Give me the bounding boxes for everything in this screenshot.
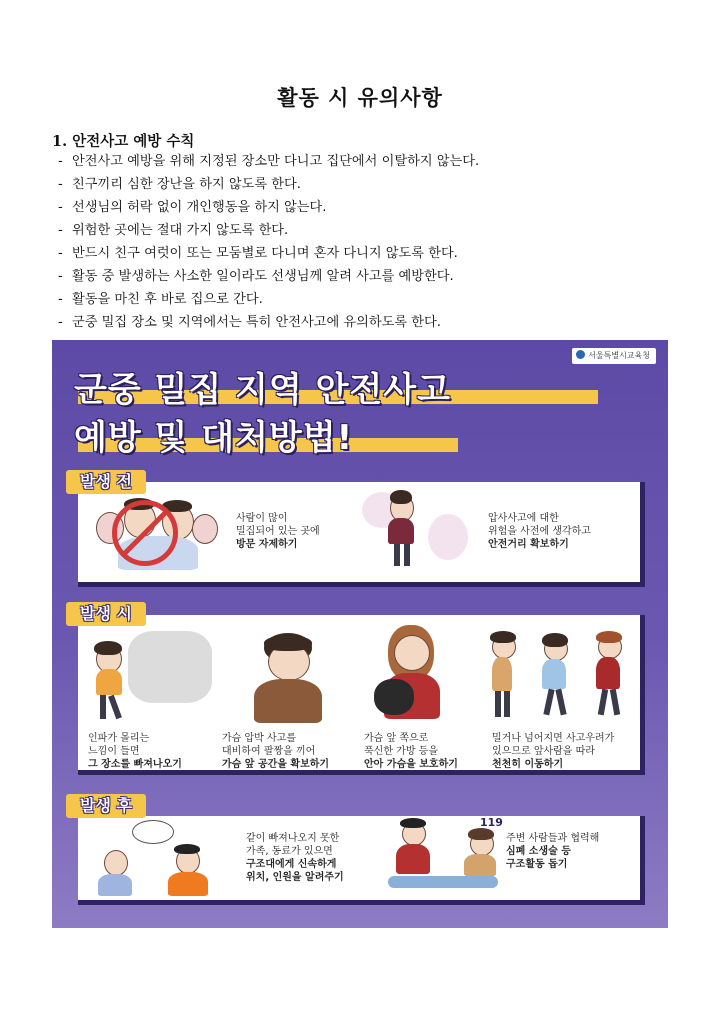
report-illustration <box>92 820 222 896</box>
bullet-dash: - <box>58 223 63 238</box>
tip-caption: 가슴 앞 쪽으로 푹신한 가방 등을 안아 가슴을 보호하기 <box>364 733 458 770</box>
list-item: - 군중 밀집 장소 및 지역에서는 특히 안전사고에 유의하도록 한다. <box>58 311 479 334</box>
bullet-dash: - <box>58 315 63 330</box>
rules-list <box>58 150 479 334</box>
tip-caption: 압사사고에 대한 위험을 사전에 생각하고 안전거리 확보하기 <box>488 513 591 550</box>
stage-panel-after <box>78 816 645 905</box>
walking-line-illustration <box>486 629 636 725</box>
tip-caption: 같이 빠져나오지 못한 가족, 동료가 있으면 구조대에게 신속하게 위치, 인원을 알려주기 <box>246 833 344 883</box>
stage-tab-before: 발생 전 <box>66 470 146 494</box>
crowd-illustration <box>88 494 218 572</box>
list-item: - 활동을 마친 후 바로 집으로 간다. <box>58 288 479 311</box>
document-title: 활동 시 유의사항 <box>277 86 443 110</box>
crossed-arms-illustration <box>238 633 338 725</box>
emergency-119-label: 119 <box>480 816 503 829</box>
bullet-dash: - <box>58 154 63 169</box>
list-item: - 선생님의 허락 없이 개인행동을 하지 않는다. <box>58 196 479 219</box>
tip-caption: 가슴 압박 사고를 대비하여 팔짱을 끼어 가슴 앞 공간을 확보하기 <box>222 733 330 770</box>
cpr-illustration <box>384 818 514 896</box>
list-item: - 반드시 친구 여럿이 또는 모둠별로 다니며 혼자 다니지 않도록 한다. <box>58 242 479 265</box>
stage-tab-after: 발생 후 <box>66 794 146 818</box>
no-entry-icon <box>112 500 178 566</box>
stage-tab-during: 발생 시 <box>66 602 146 626</box>
stage-panel-during <box>78 615 645 775</box>
bullet-dash: - <box>58 177 63 192</box>
bullet-dash: - <box>58 292 63 307</box>
list-item: - 친구끼리 심한 장난을 하지 않도록 한다. <box>58 173 479 196</box>
org-badge: 서울특별시교육청 <box>572 348 656 364</box>
stage-panel-before <box>78 482 645 587</box>
list-item: - 안전사고 예방을 위해 지정된 장소만 다니고 집단에서 이탈하지 않는다. <box>58 150 479 173</box>
bullet-dash: - <box>58 200 63 215</box>
list-item: - 활동 중 발생하는 사소한 일이라도 선생님께 알려 사고를 예방한다. <box>58 265 479 288</box>
bullet-dash: - <box>58 246 63 261</box>
section-heading: 1. 안전사고 예방 수칙 <box>52 133 195 150</box>
bag-hug-illustration <box>374 625 454 725</box>
tip-caption: 주변 사람들과 협력해 심폐 소생술 등 구조활동 돕기 <box>506 833 600 870</box>
distance-illustration <box>358 486 478 574</box>
escape-illustration <box>84 629 214 725</box>
bullet-dash: - <box>58 269 63 284</box>
tip-caption: 인파가 몰리는 느낌이 들면 그 장소를 빠져나오기 <box>88 733 182 770</box>
poster-headline: 예방 및 대처방법! <box>74 418 354 458</box>
org-logo-icon <box>576 350 585 359</box>
list-item: - 위험한 곳에는 절대 가지 않도록 한다. <box>58 219 479 242</box>
tip-caption: 사람이 많이 밀집되어 있는 곳에 방문 자제하기 <box>236 513 320 550</box>
poster-headline: 군중 밀집 지역 안전사고 <box>74 370 451 410</box>
safety-poster <box>52 340 668 928</box>
tip-caption: 밀거나 넘어지면 사고우려가 있으므로 앞사람을 따라 천천히 이동하기 <box>492 733 615 770</box>
